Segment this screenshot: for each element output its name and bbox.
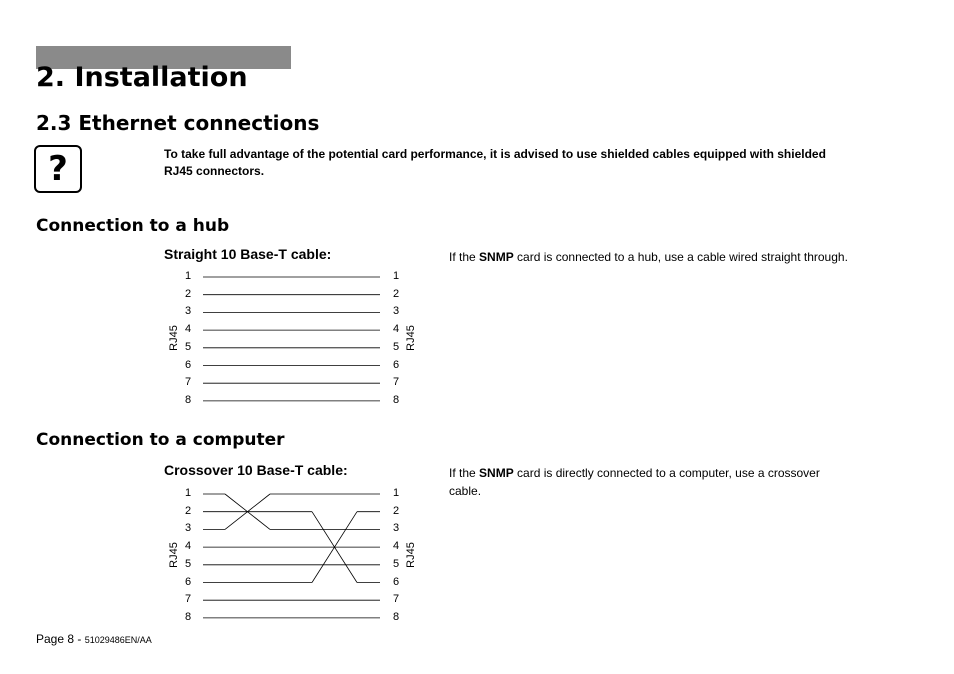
crossover-left-pin-5: 5 [184, 557, 192, 570]
crossover-left-pin-4: 4 [184, 540, 192, 553]
hub-left-pin-1: 1 [184, 270, 192, 282]
hub-description: If the SNMP card is connected to a hub, use a cable wired straight through. [449, 250, 848, 264]
straight-cable-title: Straight 10 Base-T cable: [164, 246, 332, 262]
hub-left-pin-7: 7 [184, 376, 192, 389]
crossover-left-pin-2: 2 [184, 504, 192, 517]
computer-description: If the SNMP card is directly connected to a computer, use a crossover cable. [449, 466, 820, 498]
hub-right-pin-7: 7 [392, 376, 400, 389]
hub-right-pin-1: 1 [392, 270, 400, 282]
hub-left-pin-6: 6 [184, 358, 192, 371]
hub-heading: Connection to a hub [36, 216, 230, 236]
hub-right-pin-5: 5 [392, 340, 400, 353]
chapter-title: 2. Installation [36, 62, 248, 93]
crossover-right-pin-7: 7 [392, 593, 400, 606]
page-number: Page 8 - [36, 632, 85, 646]
crossover-left-pin-1: 1 [184, 487, 192, 499]
crossover-right-pin-4: 4 [392, 540, 400, 553]
section-title: 2.3 Ethernet connections [36, 111, 320, 135]
hub-left-pin-5: 5 [184, 340, 192, 353]
document-code: 51029486EN/AA [84, 635, 152, 645]
advice-text: To take full advantage of the potential card performance, it is advised to use shielded cables equipped with shielded RJ45 connectors. [164, 147, 826, 178]
crossover-right-pin-8: 8 [392, 610, 400, 623]
crossover-left-pin-3: 3 [184, 522, 192, 535]
crossover-right-pin-3: 3 [392, 522, 400, 535]
crossover-left-connector-label: RJ45 [168, 542, 180, 568]
crossover-left-pin-6: 6 [184, 575, 192, 588]
crossover-cable-title: Crossover 10 Base-T cable: [164, 462, 348, 478]
crossover-right-connector-label: RJ45 [405, 542, 417, 568]
page-footer [36, 632, 152, 646]
crossover-left-pin-8: 8 [184, 610, 192, 623]
hub-right-pin-4: 4 [392, 323, 400, 336]
crossover-right-pin-6: 6 [392, 575, 400, 588]
hub-right-pin-8: 8 [392, 393, 400, 406]
hub-right-pin-6: 6 [392, 358, 400, 371]
crossover-right-pin-1: 1 [392, 487, 400, 499]
hub-left-pin-2: 2 [184, 287, 192, 300]
hub-left-pin-4: 4 [184, 323, 192, 336]
hub-left-connector-label: RJ45 [168, 325, 180, 351]
hub-right-pin-3: 3 [392, 305, 400, 318]
computer-heading: Connection to a computer [36, 430, 285, 450]
hub-left-pin-8: 8 [184, 393, 192, 406]
crossover-left-pin-7: 7 [184, 593, 192, 606]
hub-right-pin-2: 2 [392, 287, 400, 300]
question-mark-icon: ? [34, 145, 82, 193]
hub-left-pin-3: 3 [184, 305, 192, 318]
crossover-right-pin-2: 2 [392, 504, 400, 517]
hub-right-connector-label: RJ45 [405, 325, 417, 351]
crossover-right-pin-5: 5 [392, 557, 400, 570]
